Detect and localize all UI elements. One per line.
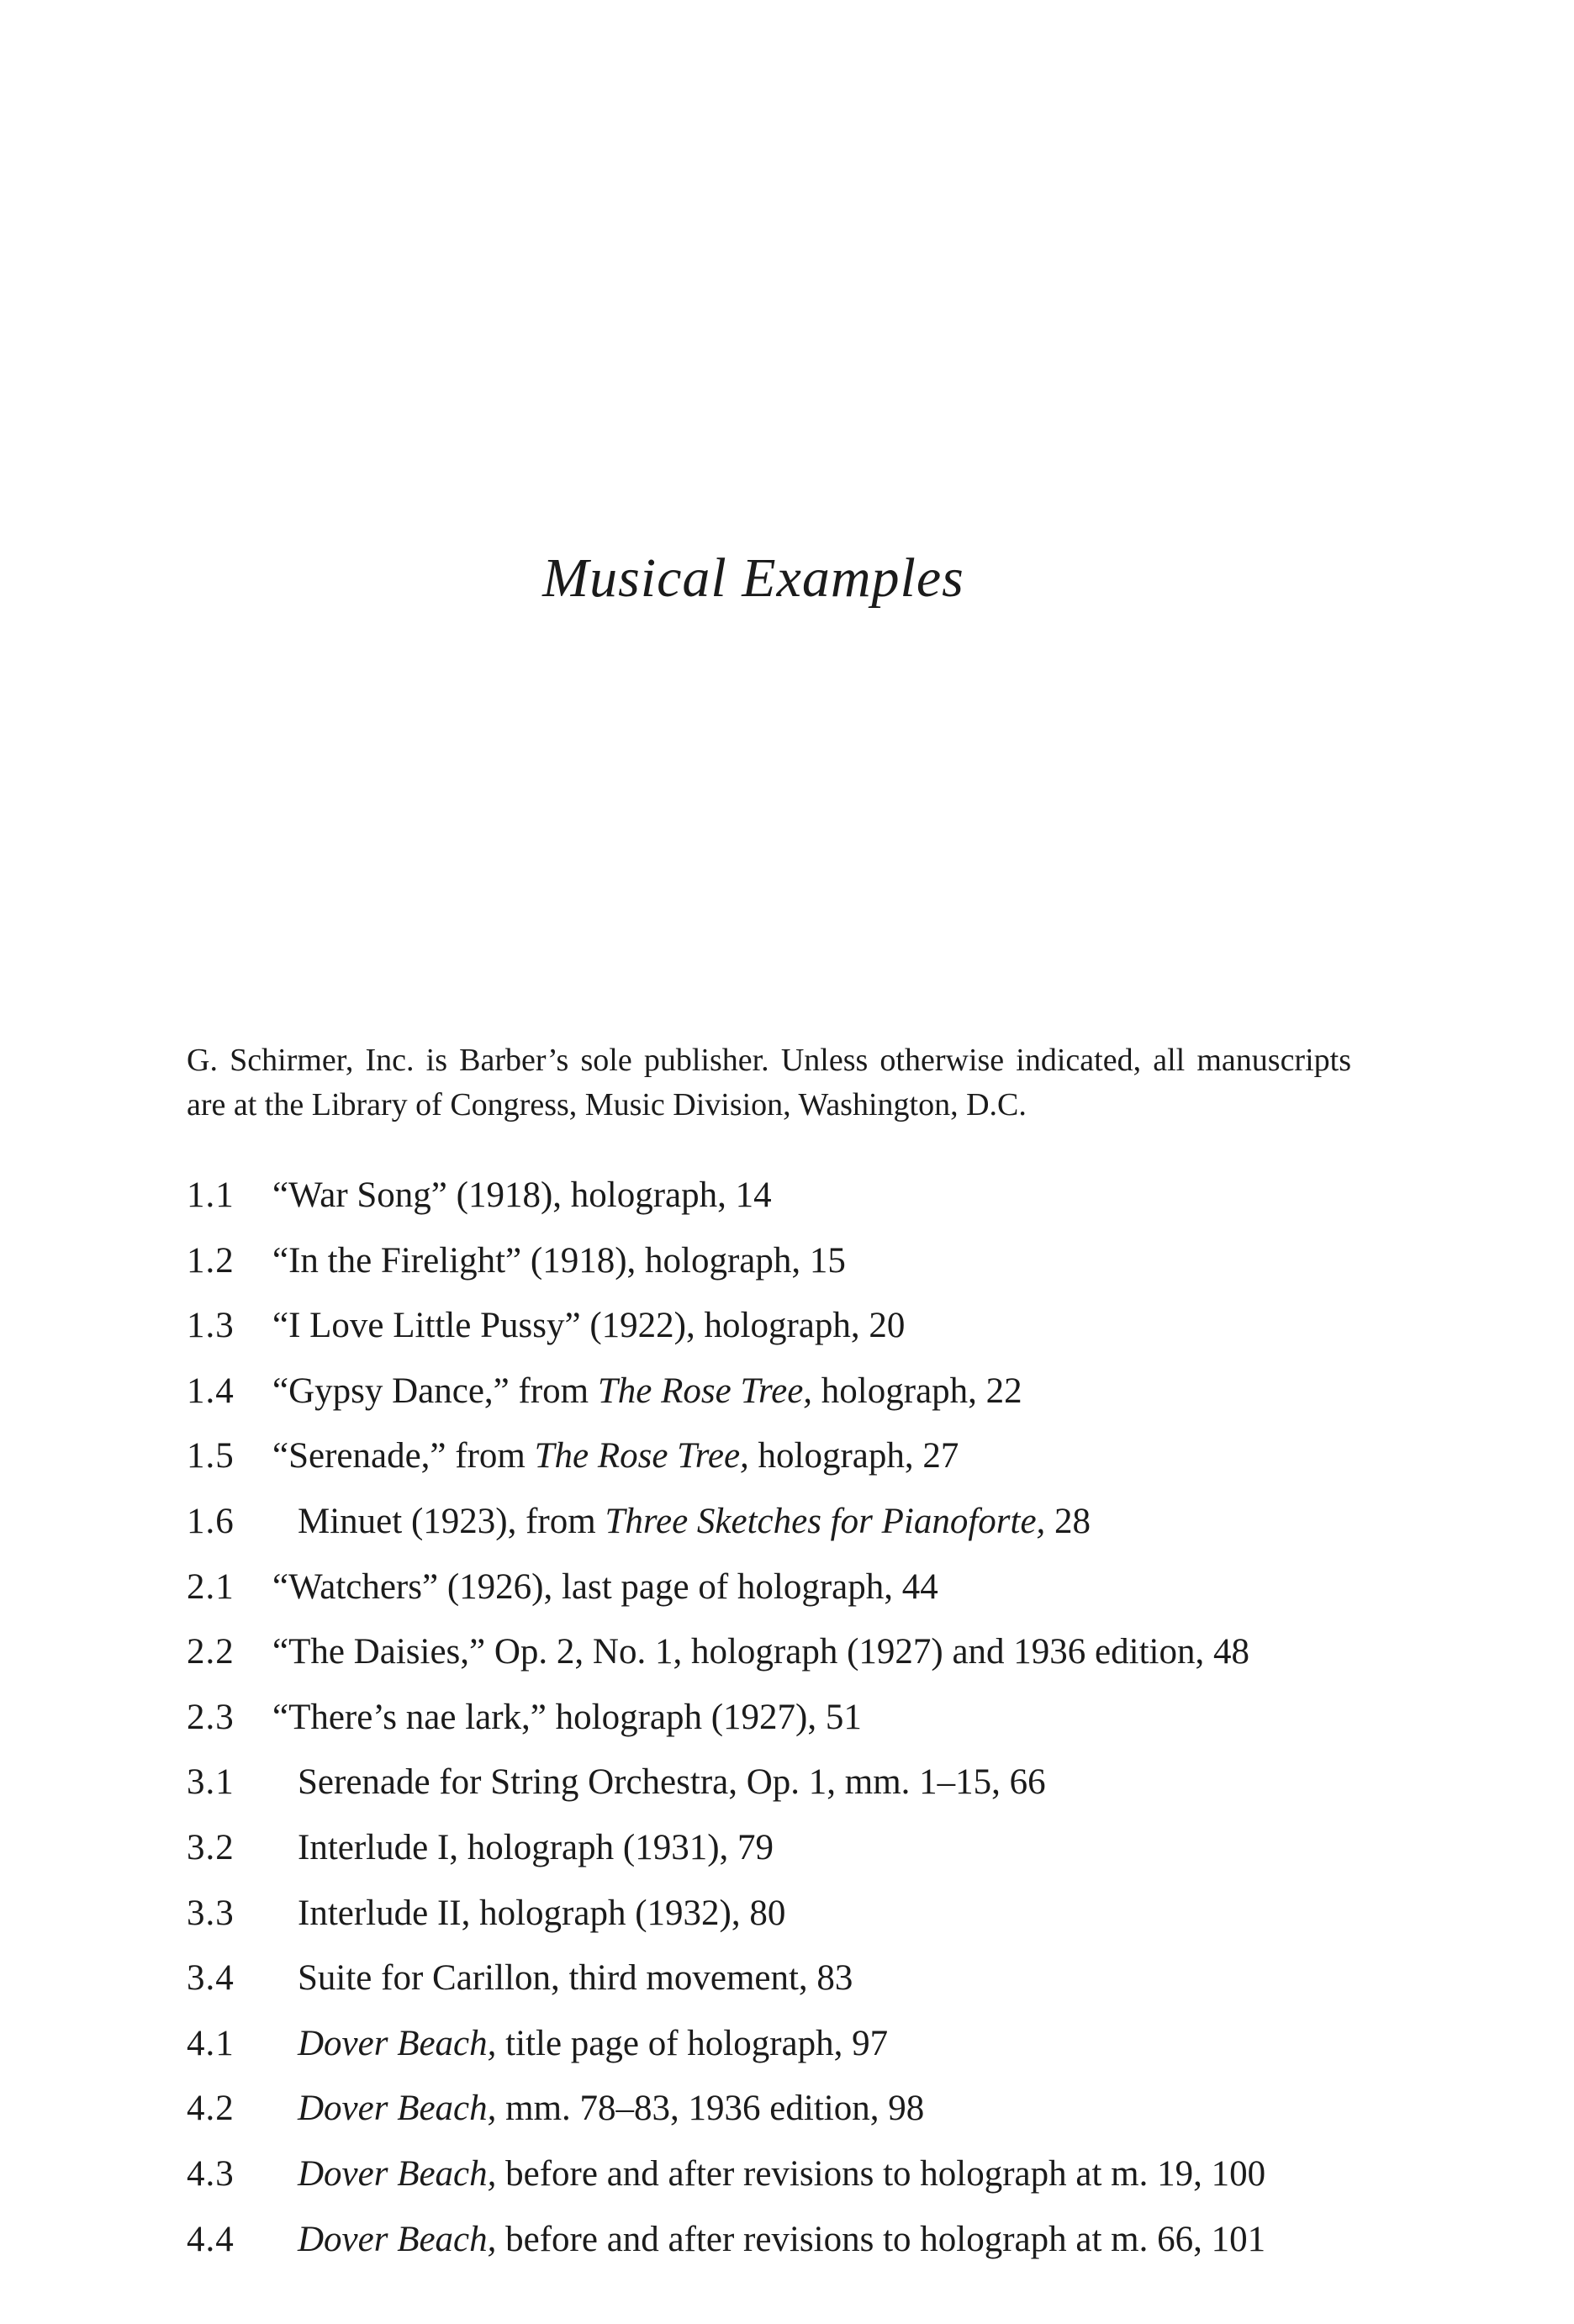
page-title: Musical Examples [542,547,964,609]
example-number: 3.2 [187,1827,235,1867]
example-number: 1.4 [187,1371,235,1411]
example-number: 4.2 [187,2089,235,2129]
list-item [187,1228,1406,1294]
example-number: 1.1 [187,1175,235,1215]
example-caption: “Gypsy Dance,” from The Rose Tree, holograph, 22 [272,1371,1022,1411]
list-item [187,1881,1406,1946]
list-item [187,1685,1406,1751]
list-item [187,1293,1406,1359]
list-item [187,1359,1406,1424]
example-caption: Suite for Carillon, third movement, 83 [298,1958,853,1999]
example-number: 4.3 [187,2153,235,2194]
list-item [187,1815,1406,1881]
list-item [187,2011,1406,2077]
list-item [187,2207,1406,2273]
example-caption: “War Song” (1918), holograph, 14 [272,1175,772,1215]
list-item [187,1489,1406,1555]
example-number: 1.5 [187,1436,235,1476]
example-caption: “Serenade,” from The Rose Tree, holograph, 27 [272,1436,959,1476]
example-number: 2.3 [187,1697,235,1737]
list-item [187,1555,1406,1620]
example-caption: “In the Firelight” (1918), holograph, 15 [272,1240,846,1281]
example-number: 1.3 [187,1306,235,1346]
list-item [187,1423,1406,1489]
example-caption: Serenade for String Orchestra, Op. 1, mm. 1–15, 66 [298,1762,1046,1803]
list-item [187,2076,1406,2142]
example-caption: Minuet (1923), from Three Sketches for Pianoforte, 28 [298,1501,1091,1541]
example-caption: Dover Beach, mm. 78–83, 1936 edition, 98 [298,2089,925,2129]
list-item [187,1750,1406,1815]
example-caption: “There’s nae lark,” holograph (1927), 51 [272,1697,862,1737]
example-caption: “I Love Little Pussy” (1922), holograph, 20 [272,1306,906,1346]
example-caption: Dover Beach, title page of holograph, 97 [298,2023,889,2063]
example-number: 1.2 [187,1240,235,1281]
list-item [187,1163,1406,1228]
list-item [187,1619,1406,1685]
list-item [187,1946,1406,2011]
examples-list [187,1163,1406,2272]
example-caption: Dover Beach, before and after revisions to holograph at m. 19, 100 [298,2153,1266,2194]
example-number: 2.1 [187,1566,235,1607]
example-caption: “Watchers” (1926), last page of holograph, 44 [272,1566,938,1607]
intro-paragraph: G. Schirmer, Inc. is Barber’s sole publisher. Unless otherwise indicated, all manuscripts are at the Library of Congress, Music Division, Washington, D.C. [187,1043,1351,1122]
example-number: 2.2 [187,1632,235,1672]
example-caption: Interlude I, holograph (1931), 79 [298,1827,774,1867]
list-item [187,2142,1406,2207]
example-number: 1.6 [187,1501,235,1541]
example-number: 3.3 [187,1893,235,1933]
example-caption: Dover Beach, before and after revisions to holograph at m. 66, 101 [298,2219,1266,2259]
example-number: 4.4 [187,2219,235,2259]
example-number: 3.1 [187,1762,235,1803]
example-caption: Interlude II, holograph (1932), 80 [298,1893,786,1933]
example-number: 3.4 [187,1958,235,1999]
example-number: 4.1 [187,2023,235,2063]
example-caption: “The Daisies,” Op. 2, No. 1, holograph (1927) and 1936 edition, 48 [272,1632,1249,1672]
